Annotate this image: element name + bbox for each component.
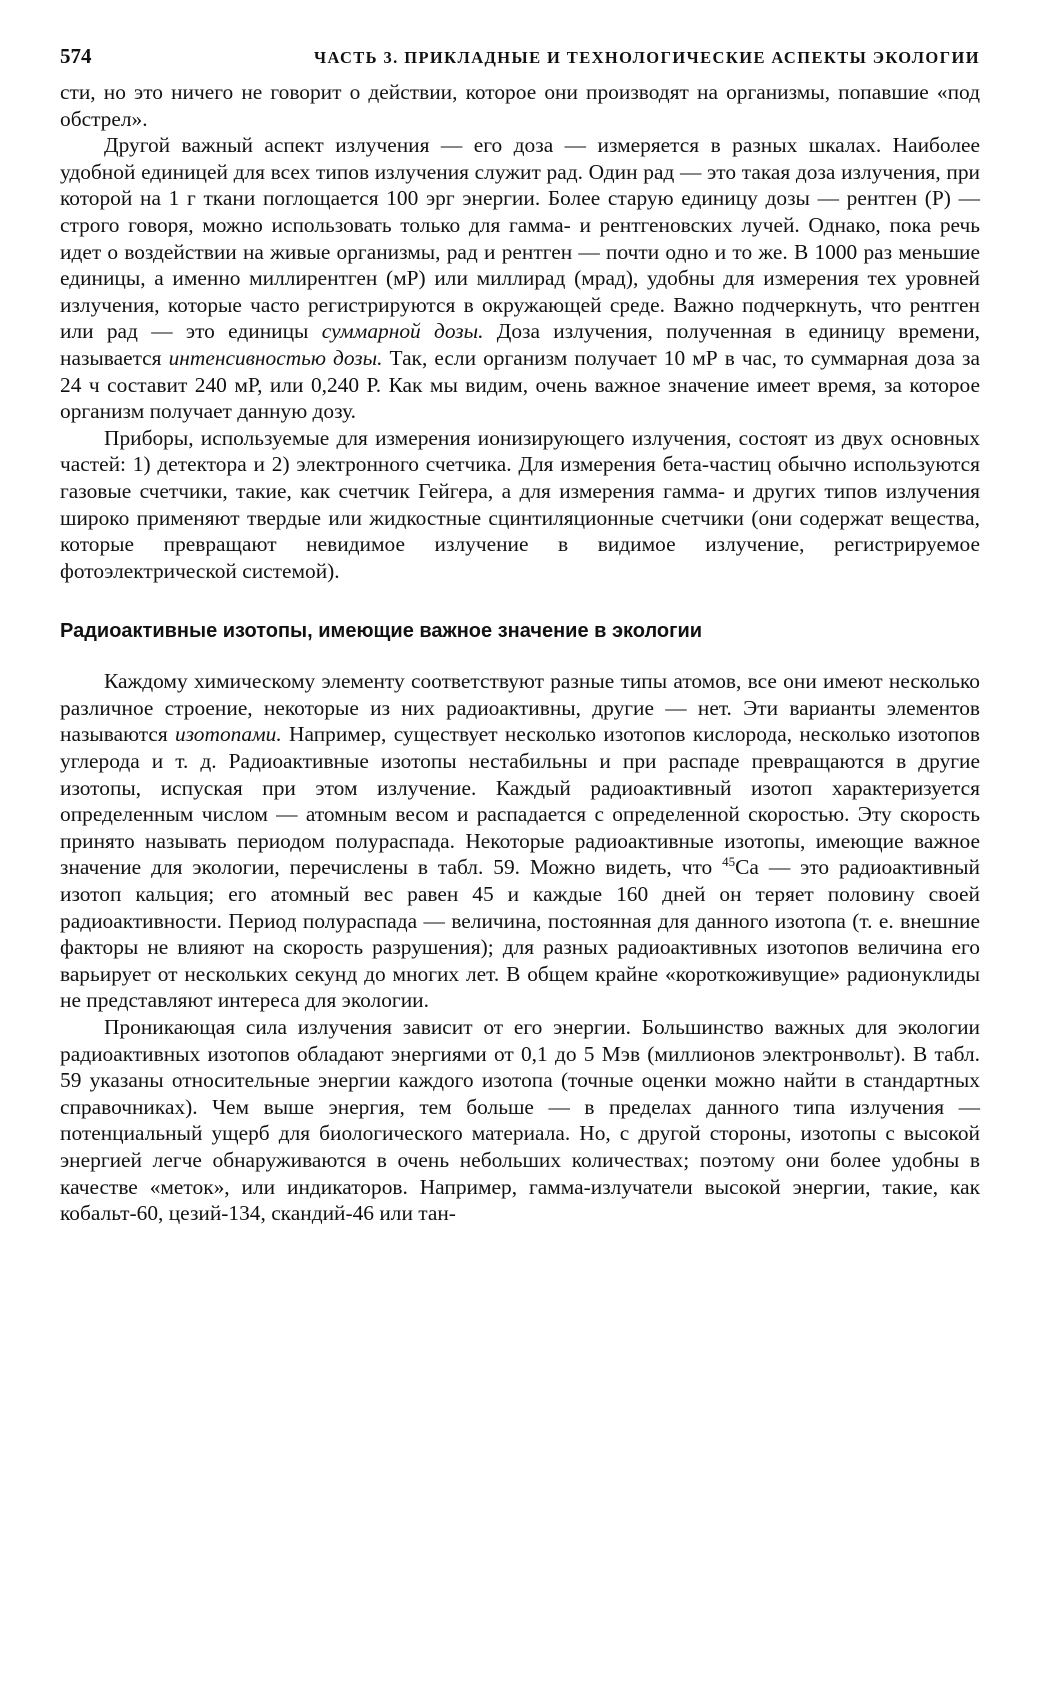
paragraph-4-text-a: Каждому химическому элементу соответствуют разные типы атомов, все они имеют несколько различное строение, некоторые из них радиоактивны, другие — нет. Эти варианты элементов называются <box>60 669 980 747</box>
paragraph-4-text-c: Ca — это радиоактивный изотоп кальция; его атомный вес равен 45 и каждые 160 дней он теряет половину своей радиоактивности. Период полураспада — величина, постоянная для данного изотопа (т. е. внешние факторы не влияют на скорость разрушения); для разных радиоактивных изотопов величина его варьирует от нескольких секунд до многих лет. В общем крайне «короткоживущие» радионуклиды не представляют интереса для экологии. <box>60 855 980 1013</box>
mass-number-superscript: 45 <box>722 854 736 870</box>
paragraph-4-text-b: Например, существует несколько изотопов кислорода, несколько изотопов углерода и т. д. Радиоактивные изотопы нестабильны и при распаде превращаются в другие изотопы, испуская при этом излучение. Каждый радиоактивный изотоп характеризуется определенным числом — атомным весом и распадается с определенной скоростью. Эту скорость принято называть периодом полураспада. Некоторые радиоактивные изотопы, имеющие важное значение для экологии, перечислены в табл. 59. Можно видеть, что <box>60 722 980 880</box>
page-number: 574 <box>60 44 92 68</box>
paragraph-penetrating-power <box>60 1014 980 1227</box>
paragraph-2-text-b: Доза излучения, полученная в единицу времени, называется <box>60 319 980 370</box>
paragraph-2-text-a: Другой важный аспект излучения — его доза — измеряется в разных шкалах. Наиболее удобной единицей для всех типов излучения служит рад. Один рад — это такая доза излучения, при которой на 1 г ткани поглощается 100 эрг энергии. Более старую единицу дозы — рентген (Р) — строго говоря, можно использовать только для гамма- и рентгеновских лучей. Однако, пока речь идет о воздействии на живые организмы, рад и рентген — почти одно и то же. В 1000 раз меньшие единицы, а именно миллирентген (мР) или миллирад (мрад), удобны для измерения тех уровней излучения, которые часто регистрируются в окружающей среде. Важно подчеркнуть, что рентген или рад — это единицы <box>60 133 980 344</box>
section-title: Радиоактивные изотопы, имеющие важное значение в экологии <box>60 620 703 643</box>
paragraph-2-text-c: Так, если организм получает 10 мР в час, то суммарная доза за 24 ч составит 240 мР, или 0,240 Р. Как мы видим, очень важное значение имеет время, за которое организм получает данную дозу. <box>60 345 980 424</box>
running-head: ЧАСТЬ 3. ПРИКЛАДНЫЕ И ТЕХНОЛОГИЧЕСКИЕ АСПЕКТЫ ЭКОЛОГИИ <box>313 48 980 67</box>
book-page <box>60 44 980 1227</box>
paragraph-3-text: Приборы, используемые для измерения ионизирующего излучения, состоят из двух основных частей: 1) детектора и 2) электронного счетчика. Для измерения бета-частиц обычно используются газовые счетчики, такие, как счетчик Гейгера, а для измерения гамма- и других типов излучения широко применяют твердые или жидкостные сцинтиляционные счетчики (они содержат вещества, которые превращают невидимое излучение в видимое излучение, регистрируемое фотоэлектрической системой). <box>60 425 980 583</box>
page-header <box>60 44 980 69</box>
paragraph-1-text: сти, но это ничего не говорит о действии, которое они производят на организмы, попавшие «под обстрел». <box>60 80 980 131</box>
paragraph-5-text: Проникающая сила излучения зависит от его энергии. Большинство важных для экологии радиоактивных изотопов обладают энергиями от 0,1 до 5 Мэв (миллионов электронвольт). В табл. 59 указаны относительные энергии каждого изотопа (точные оценки можно найти в стандартных справочниках). Чем выше энергия, тем больше — в пределах данного типа излучения — потенциальный ущерб для биологического материала. Но, с другой стороны, изотопы с высокой энергией легче обнаруживаются в очень небольших количествах; поэтому они более удобны в качестве «меток», или индикаторов. Например, гамма-излучатели высокой энергии, такие, как кобальт-60, цезий-134, скандий-46 или тан- <box>60 1015 980 1226</box>
paragraph-isotopes <box>60 668 980 1014</box>
term-cumulative-dose: суммарной дозы. <box>321 319 484 344</box>
term-dose-rate: интенсивностью дозы. <box>168 345 383 370</box>
paragraph-radiation-dose <box>60 132 980 425</box>
term-isotopes: изотопами. <box>175 722 282 747</box>
paragraph-continuation <box>60 79 980 132</box>
paragraph-instruments <box>60 425 980 585</box>
